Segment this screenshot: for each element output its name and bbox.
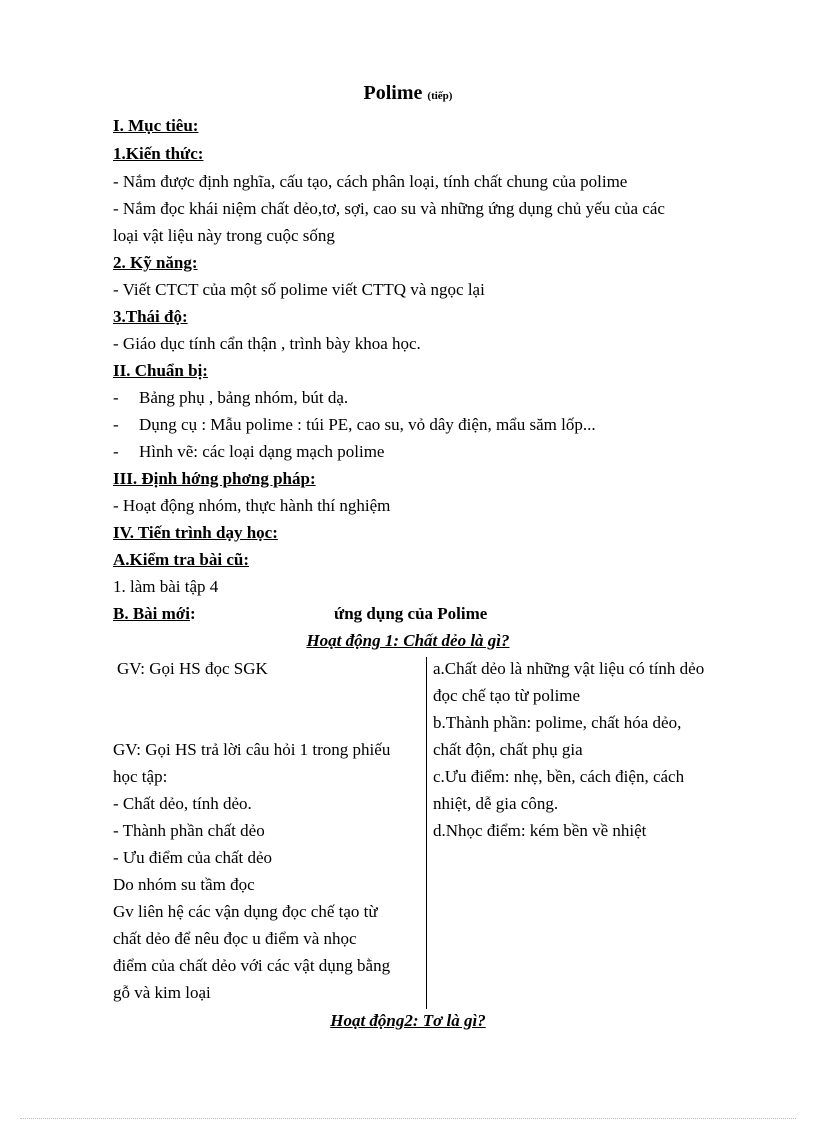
chuan-bi-item bbox=[113, 387, 348, 409]
bullet-dash: - bbox=[113, 388, 119, 407]
left-cell-line: GV: Gọi HS đọc SGK bbox=[117, 659, 268, 678]
left-cell-line: học tập: bbox=[113, 767, 168, 786]
right-cell-line: c.Ưu điểm: nhẹ, bền, cách điện, cách bbox=[433, 767, 685, 786]
chuan-bi-item-text: Dụng cụ : Mẫu polime : túi PE, cao su, vỏ dây điện, mẩu săm lốp... bbox=[139, 415, 596, 434]
ky-nang-line: - Viết CTCT của một số polime viết CTTQ và ngọc lại bbox=[113, 280, 485, 299]
chuan-bi-item bbox=[113, 414, 596, 436]
heading-ky-nang: 2. Kỹ năng: bbox=[113, 253, 198, 272]
bai-moi-colon: : bbox=[189, 604, 196, 623]
right-cell-line: chất độn, chất phụ gia bbox=[433, 740, 583, 759]
hoat-dong-1-heading: Hoạt động 1: Chất dẻo là gì? bbox=[306, 631, 510, 650]
left-cell-line: - Ưu điểm của chất dẻo bbox=[113, 848, 273, 867]
kien-thuc-line-2: - Nắm đọc khái niệm chất dẻo,tơ, sợi, cao su và những ứng dụng chủ yếu của các bbox=[113, 199, 665, 218]
right-cell-line: nhiệt, dễ gia công. bbox=[433, 794, 559, 813]
heading-bai-moi: B. Bài mới bbox=[113, 604, 190, 623]
left-cell-line: - Chất dẻo, tính dẻo. bbox=[113, 794, 252, 813]
bullet-dash: - bbox=[113, 442, 119, 461]
left-cell-line: Gv liên hệ các vận dụng đọc chế tạo từ bbox=[113, 902, 378, 921]
hoat-dong-2-heading: Hoạt động2: Tơ là gì? bbox=[330, 1011, 486, 1030]
heading-kiem-tra: A.Kiểm tra bài cũ: bbox=[113, 550, 249, 569]
chuan-bi-item-text: Bảng phụ , bảng nhóm, bút dạ. bbox=[139, 388, 349, 407]
thai-do-line: - Giáo dục tính cẩn thận , trình bày khoa học. bbox=[113, 334, 421, 353]
right-cell-line: b.Thành phần: polime, chất hóa dẻo, bbox=[433, 713, 682, 732]
left-cell-line: Do nhóm su tầm đọc bbox=[113, 875, 255, 894]
bullet-dash: - bbox=[113, 415, 119, 434]
bai-moi-row bbox=[113, 603, 196, 625]
heading-tien-trinh: IV. Tiến trình dạy học: bbox=[113, 523, 278, 542]
chuan-bi-item-text: Hình vẽ: các loại dạng mạch polime bbox=[139, 442, 385, 461]
kien-thuc-line-1: - Nắm được định nghĩa, cấu tạo, cách phân loại, tính chất chung của polime bbox=[113, 172, 628, 191]
right-cell-line: đọc chế tạo từ polime bbox=[433, 686, 581, 705]
left-cell-line: gỗ và kim loại bbox=[113, 983, 211, 1002]
title-suffix: (tiếp) bbox=[427, 90, 453, 102]
kiem-tra-line: 1. làm bài tập 4 bbox=[113, 577, 219, 596]
page-bottom-border bbox=[20, 1118, 796, 1119]
kien-thuc-line-3: loại vật liệu này trong cuộc sống bbox=[113, 226, 335, 245]
right-cell-line: a.Chất dẻo là những vật liệu có tính dẻo bbox=[433, 659, 705, 678]
chuan-bi-item bbox=[113, 441, 384, 463]
bai-moi-title: ứng dụng của Polime bbox=[334, 604, 488, 623]
left-cell-line: GV: Gọi HS trả lời câu hỏi 1 trong phiếu bbox=[113, 740, 391, 759]
heading-kien-thuc: 1.Kiến thức: bbox=[113, 144, 204, 163]
left-cell-line: - Thành phần chất dẻo bbox=[113, 821, 265, 840]
heading-chuan-bi: II. Chuẩn bị: bbox=[113, 361, 208, 380]
page-title bbox=[0, 82, 816, 105]
table-column-divider bbox=[426, 657, 427, 1009]
left-cell-line: chất dẻo để nêu đọc u điểm và nhọc bbox=[113, 929, 357, 948]
right-cell-line: d.Nhọc điểm: kém bền về nhiệt bbox=[433, 821, 647, 840]
left-cell-line: điểm của chất dẻo với các vật dụng bằng bbox=[113, 956, 391, 975]
heading-thai-do: 3.Thái độ: bbox=[113, 307, 188, 326]
title-main: Polime bbox=[363, 82, 423, 104]
dinh-huong-line: - Hoạt động nhóm, thực hành thí nghiệm bbox=[113, 496, 391, 515]
heading-muc-tieu: I. Mục tiêu: bbox=[113, 116, 199, 135]
heading-dinh-huong: III. Định hớng phơng pháp: bbox=[113, 469, 316, 488]
